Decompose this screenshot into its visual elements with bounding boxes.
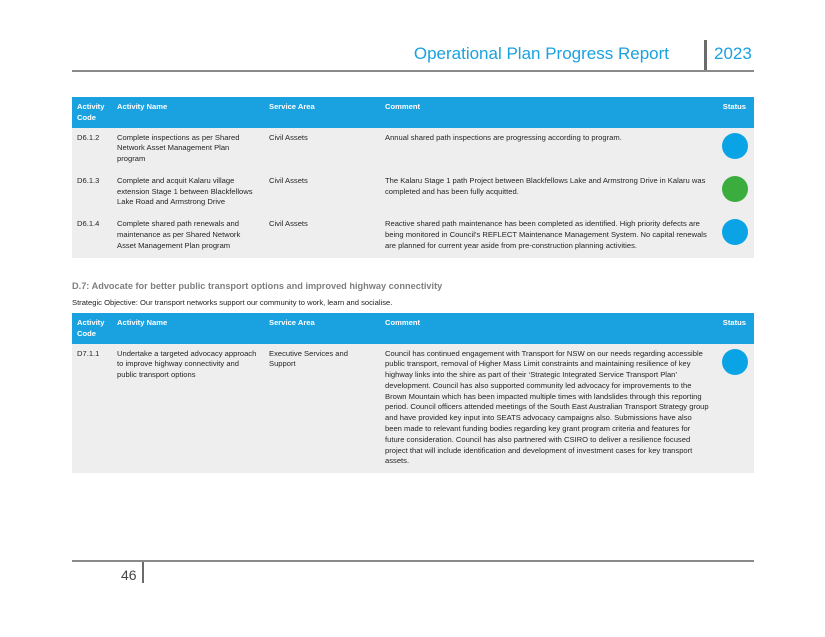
col-activity-code: Activity Code — [72, 313, 112, 344]
comment: Reactive shared path maintenance has been completed as identified. High priority defects are being monitored in Council’s REFLECT Maintenance Management System. No capital renewals are planned for current year aside from pre-construction planning activities. — [380, 214, 714, 257]
col-service-area: Service Area — [264, 97, 380, 128]
comment: The Kalaru Stage 1 path Project between Blackfellows Lake and Armstrong Drive in Kalaru was completed and has been fully acquitted. — [380, 171, 714, 214]
table-header-row — [72, 313, 754, 344]
col-comment: Comment — [380, 313, 714, 344]
table-header-row — [72, 97, 754, 128]
footer-rule — [72, 560, 754, 562]
col-activity-name: Activity Name — [112, 97, 264, 128]
activity-code: D7.1.1 — [72, 344, 112, 474]
comment: Council has continued engagement with Transport for NSW on our needs regarding accessible public transport, removal of Higher Mass Limit constraints and maintaining resilience of key highway links into the shire as part of their ‘Strategic Integrated Service Transport Plan’ development. Council has also supported community led advocacy for improvements to the Brown Mountain which has been impacted multiple times with landslides through this reporting period. Council officers attended meetings of the South East Australian Transport Strategy group and have provided key input into SEATS advocacy campaigns also. Submissions have also been made to relevant funding bodies regarding key grant program criteria and features for future consideration. Council has also partnered with CSIRO to deliver a resilience focused project that will include identification and development of investment cases for key transport assets. — [380, 344, 714, 474]
service-area: Executive Services and Support — [264, 344, 380, 474]
activity-code: D6.1.4 — [72, 214, 112, 257]
section-heading: D.7: Advocate for better public transport options and improved highway connectivity — [72, 281, 443, 291]
activity-name: Complete shared path renewals and maintenance as per Shared Network Asset Management Plan program — [112, 214, 264, 257]
col-activity-name: Activity Name — [112, 313, 264, 344]
status-cell — [714, 128, 754, 171]
footer-divider — [142, 562, 144, 583]
comment: Annual shared path inspections are progressing according to program. — [380, 128, 714, 171]
status-indicator-icon — [722, 349, 748, 375]
table-row — [72, 171, 754, 214]
status-cell — [714, 214, 754, 257]
status-cell — [714, 344, 754, 474]
status-indicator-icon — [722, 176, 748, 202]
table-row — [72, 128, 754, 171]
activity-name: Complete inspections as per Shared Network Asset Management Plan program — [112, 128, 264, 171]
table-row — [72, 344, 754, 474]
status-indicator-icon — [722, 133, 748, 159]
report-title: Operational Plan Progress Report — [413, 44, 669, 63]
col-service-area: Service Area — [264, 313, 380, 344]
service-area: Civil Assets — [264, 214, 380, 257]
header-rule — [72, 70, 754, 72]
activity-table-d7 — [72, 313, 754, 473]
service-area: Civil Assets — [264, 171, 380, 214]
col-activity-code: Activity Code — [72, 97, 112, 128]
page-number: 46 — [121, 567, 137, 583]
col-status: Status — [714, 313, 754, 344]
strategic-objective: Strategic Objective: Our transport networks support our community to work, learn and socialise. — [72, 298, 393, 307]
col-comment: Comment — [380, 97, 714, 128]
col-status: Status — [714, 97, 754, 128]
report-year: 2023 — [714, 44, 752, 63]
activity-code: D6.1.2 — [72, 128, 112, 171]
status-indicator-icon — [722, 219, 748, 245]
activity-name: Undertake a targeted advocacy approach to improve highway connectivity and public transport options — [112, 344, 264, 474]
activity-table-d6 — [72, 97, 754, 258]
activity-name: Complete and acquit Kalaru village extension Stage 1 between Blackfellows Lake Road and Armstrong Drive — [112, 171, 264, 214]
table-row — [72, 214, 754, 257]
activity-code: D6.1.3 — [72, 171, 112, 214]
status-cell — [714, 171, 754, 214]
service-area: Civil Assets — [264, 128, 380, 171]
header-divider — [704, 40, 707, 72]
